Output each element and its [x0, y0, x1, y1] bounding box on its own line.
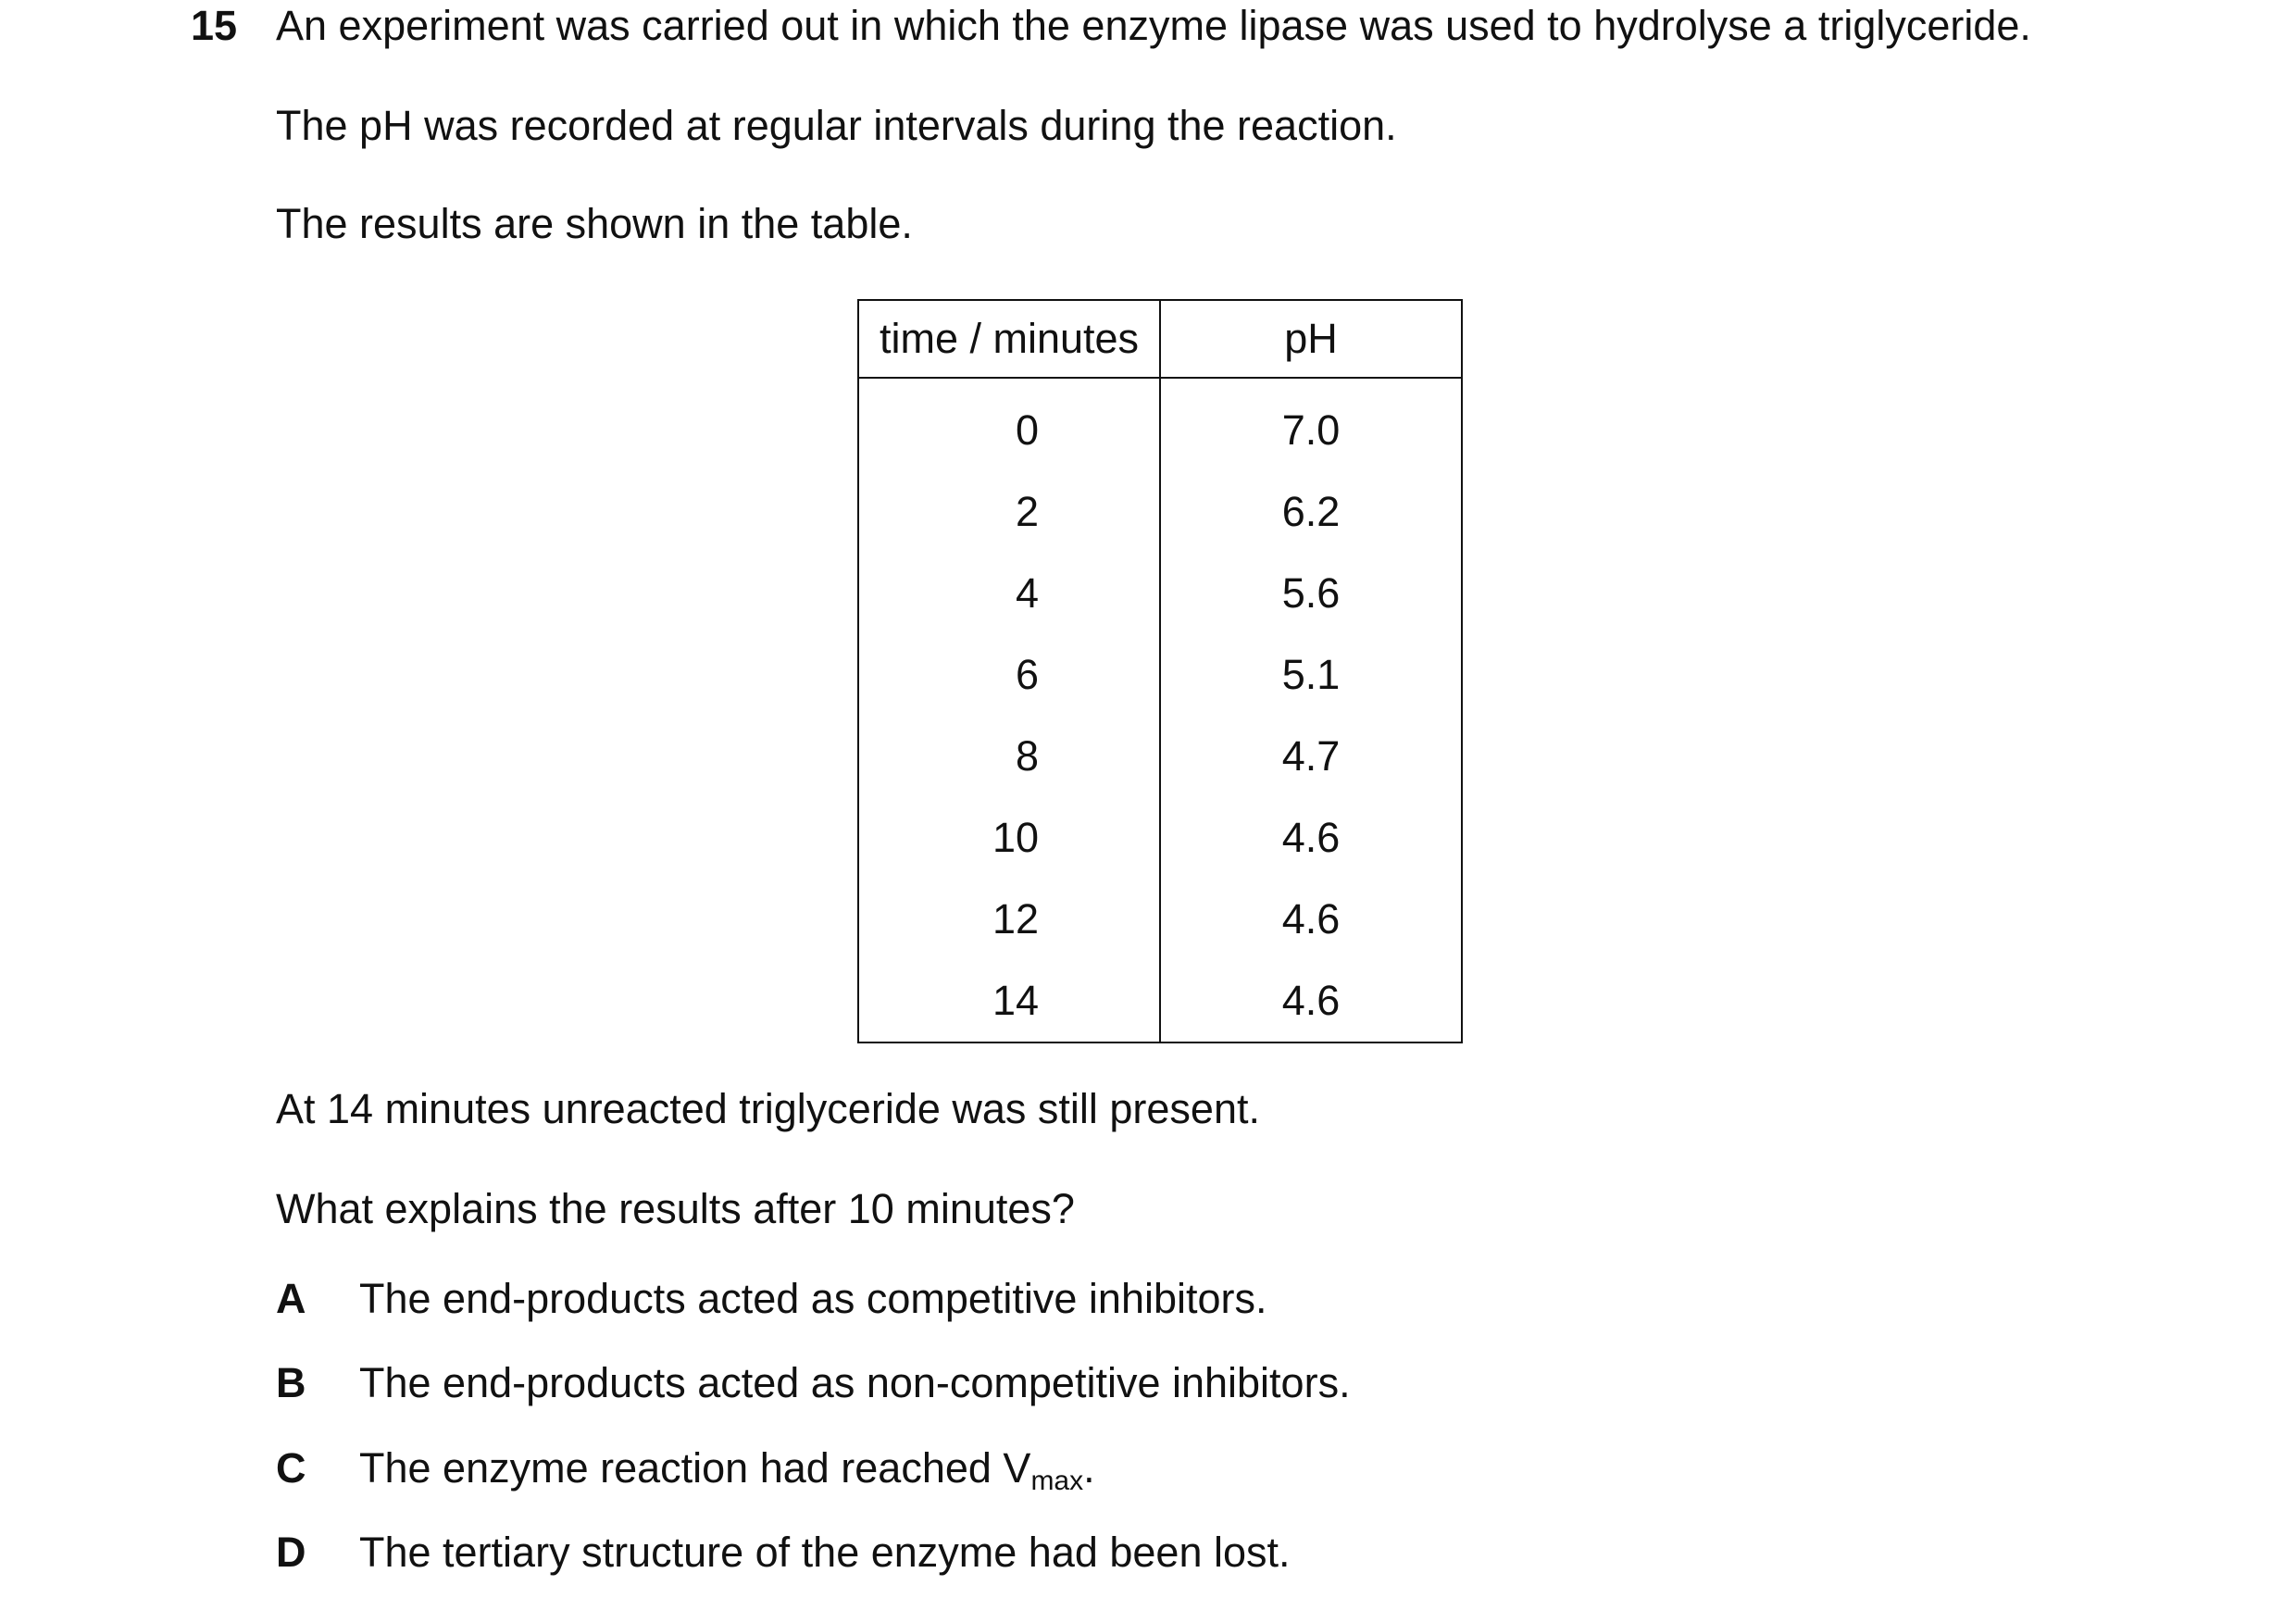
question-stem: An experiment was carried out in which the enzyme lipase was used to hydrolyse a triglyceride.	[276, 2, 2031, 49]
ph-cell: 6.2	[1160, 471, 1462, 553]
ph-column-header: pH	[1160, 300, 1462, 378]
option-letter: B	[276, 1359, 306, 1406]
option-letter: C	[276, 1444, 306, 1492]
option-b[interactable]	[276, 1359, 1351, 1407]
vmax-subscript: max	[1030, 1466, 1084, 1496]
table-row	[858, 879, 1462, 960]
table-row	[858, 471, 1462, 553]
option-suffix: .	[1083, 1444, 1095, 1492]
ph-cell: 4.6	[1160, 797, 1462, 879]
table-row	[858, 716, 1462, 797]
option-letter: D	[276, 1529, 306, 1576]
time-value: 2	[1015, 488, 1039, 535]
option-text: The end-products acted as competitive inhibitors.	[359, 1275, 1267, 1322]
question-prompt: What explains the results after 10 minutes?	[276, 1185, 1075, 1232]
ph-cell: 4.6	[1160, 960, 1462, 1042]
ph-cell: 7.0	[1160, 378, 1462, 471]
time-value: 12	[992, 895, 1039, 943]
table-row	[858, 797, 1462, 879]
table-header-row	[858, 300, 1462, 378]
option-text: The end-products acted as non-competitive inhibitors.	[359, 1359, 1351, 1406]
results-intro: The results are shown in the table.	[276, 200, 913, 247]
time-cell	[858, 879, 1160, 960]
table-row	[858, 378, 1462, 471]
ph-cell: 4.7	[1160, 716, 1462, 797]
time-cell	[858, 471, 1160, 553]
option-text: The enzyme reaction had reached V	[359, 1444, 1031, 1492]
option-d[interactable]	[276, 1529, 1291, 1577]
time-column-header: time / minutes	[858, 300, 1160, 378]
time-value: 10	[992, 814, 1039, 861]
question-number: 15	[191, 2, 238, 49]
ph-cell: 4.6	[1160, 879, 1462, 960]
time-cell	[858, 553, 1160, 634]
time-cell	[858, 797, 1160, 879]
table-row	[858, 553, 1462, 634]
option-letter: A	[276, 1275, 306, 1322]
time-value: 4	[1015, 569, 1039, 617]
time-cell	[858, 378, 1160, 471]
table-row	[858, 960, 1462, 1042]
ph-cell: 5.1	[1160, 634, 1462, 716]
option-a[interactable]	[276, 1275, 1267, 1323]
ph-recording-note: The pH was recorded at regular intervals during the reaction.	[276, 102, 1397, 149]
option-c[interactable]	[276, 1444, 1095, 1497]
time-value: 14	[992, 977, 1039, 1024]
results-table	[857, 299, 1463, 1043]
time-value: 6	[1015, 651, 1039, 698]
time-value: 8	[1015, 732, 1039, 780]
time-cell	[858, 716, 1160, 797]
ph-cell: 5.6	[1160, 553, 1462, 634]
time-cell	[858, 960, 1160, 1042]
time-value: 0	[1015, 406, 1039, 454]
table-row	[858, 634, 1462, 716]
time-cell	[858, 634, 1160, 716]
observation-note: At 14 minutes unreacted triglyceride was still present.	[276, 1085, 1260, 1132]
option-text: The tertiary structure of the enzyme had been lost.	[359, 1529, 1291, 1576]
